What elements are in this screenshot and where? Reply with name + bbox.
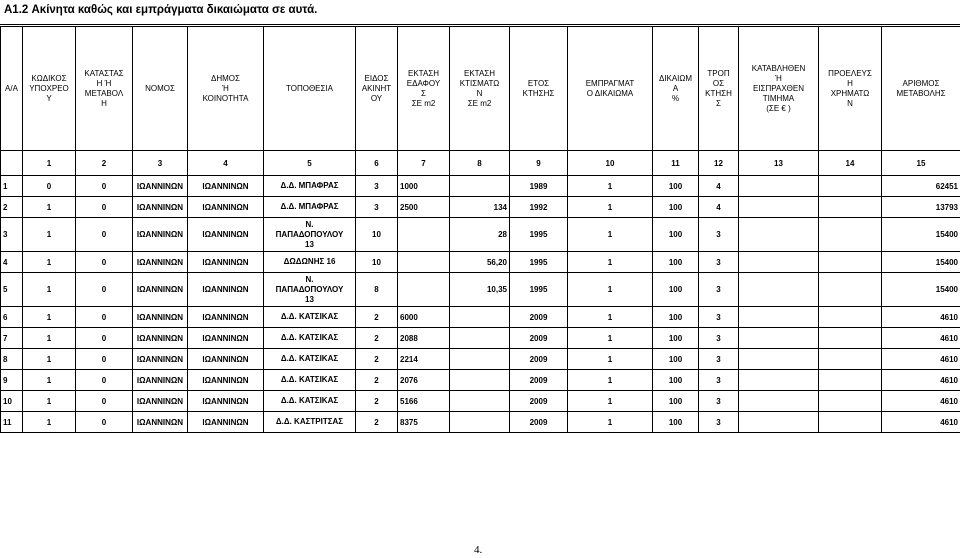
column-number: 2 (76, 151, 133, 176)
cell-dikaioma: 1 (568, 412, 653, 433)
nomos-header (133, 27, 188, 151)
table-row (1, 273, 960, 307)
header-line: ΔΙΚΑΙΩΜ (658, 73, 693, 83)
cell-pososto: 100 (653, 412, 699, 433)
cell-dimos: ΙΩΑΝΝΙΝΩΝ (188, 307, 264, 328)
cell-dikaioma: 1 (568, 273, 653, 307)
cell-etos: 2009 (510, 412, 568, 433)
location-line: Δ.Δ. ΚΑΤΣΙΚΑΣ (280, 312, 339, 321)
header-line: ΤΙΜΗΜΑ (762, 93, 795, 103)
cell-dikaioma: 1 (568, 218, 653, 252)
cell-eidos: 3 (356, 197, 398, 218)
header-line: ΥΠΟΧΡΕΟ (29, 83, 69, 93)
cell-kodikos: 1 (23, 252, 76, 273)
cell-tropos: 3 (699, 218, 739, 252)
header-line: ΕΙΣΠΡΑΧΘΕΝ (752, 83, 805, 93)
cell-topothesia (264, 307, 356, 328)
header-line: ΟΥ (370, 93, 383, 103)
cell-pososto: 100 (653, 197, 699, 218)
cell-proeleusi (819, 252, 882, 273)
cell-pososto: 100 (653, 370, 699, 391)
cell-katastasi: 0 (76, 176, 133, 197)
header-line: ΤΡΟΠ (707, 68, 730, 78)
table-row (1, 252, 960, 273)
cell-etos: 1995 (510, 218, 568, 252)
column-number: 9 (510, 151, 568, 176)
cell-dimos: ΙΩΑΝΝΙΝΩΝ (188, 328, 264, 349)
column-number: 11 (653, 151, 699, 176)
cell-ktismata: 56,20 (450, 252, 510, 273)
header-line: ΤΟΠΟΘΕΣΙΑ (285, 83, 334, 93)
cell-dikaioma: 1 (568, 197, 653, 218)
cell-katastasi: 0 (76, 218, 133, 252)
header-line: ΜΕΤΑΒΟΛΗΣ (896, 88, 946, 98)
cell-timima (739, 307, 819, 328)
cell-ktismata (450, 412, 510, 433)
cell-topothesia (264, 197, 356, 218)
header-line: ΟΣ (712, 78, 725, 88)
cell-etos: 1992 (510, 197, 568, 218)
header-line: Η Ή (96, 78, 112, 88)
column-number: 15 (882, 151, 960, 176)
cell-dikaioma: 1 (568, 307, 653, 328)
cell-dikaioma: 1 (568, 391, 653, 412)
cell-kodikos: 1 (23, 391, 76, 412)
header-line: Α/Α (5, 83, 18, 93)
cell-dimos: ΙΩΑΝΝΙΝΩΝ (188, 273, 264, 307)
cell-etos: 1989 (510, 176, 568, 197)
location-line: ΠΑΠΑΔΟΠΟΥΛΟΥ (275, 229, 344, 239)
location-line: Δ.Δ. ΜΠΑΦΡΑΣ (280, 181, 339, 190)
cell-aa: 8 (1, 349, 23, 370)
cell-proeleusi (819, 273, 882, 307)
cell-katastasi: 0 (76, 370, 133, 391)
header-line: Ν (847, 98, 853, 108)
cell-kodikos: 1 (23, 349, 76, 370)
header-line: Ν (476, 88, 483, 98)
header-line: Η (101, 98, 107, 108)
cell-edafos: 2500 (398, 197, 450, 218)
cell-tropos: 4 (699, 197, 739, 218)
cell-edafos (398, 252, 450, 273)
cell-nomos: ΙΩΑΝΝΙΝΩΝ (133, 176, 188, 197)
column-number: 4 (188, 151, 264, 176)
eidos-header (356, 27, 398, 151)
cell-dikaioma: 1 (568, 370, 653, 391)
table-row (1, 412, 960, 433)
header-line: ΕΚΤΑΣΗ (463, 68, 496, 78)
cell-proeleusi (819, 391, 882, 412)
timima-header (739, 27, 819, 151)
cell-aa: 9 (1, 370, 23, 391)
cell-edafos: 2088 (398, 328, 450, 349)
cell-edafos: 1000 (398, 176, 450, 197)
cell-topothesia (264, 176, 356, 197)
pososto-header (653, 27, 699, 151)
cell-dimos: ΙΩΑΝΝΙΝΩΝ (188, 391, 264, 412)
cell-kodikos: 1 (23, 328, 76, 349)
header-line: ΧΡΗΜΑΤΩ (830, 88, 870, 98)
cell-etos: 2009 (510, 307, 568, 328)
cell-timima (739, 218, 819, 252)
location-line: Δ.Δ. ΚΑΤΣΙΚΑΣ (280, 375, 339, 384)
column-number: 14 (819, 151, 882, 176)
cell-topothesia (264, 349, 356, 370)
column-number: 1 (23, 151, 76, 176)
cell-edafos (398, 218, 450, 252)
header-line: ΚΤΗΣΗΣ (522, 88, 555, 98)
cell-aa: 5 (1, 273, 23, 307)
cell-timima (739, 412, 819, 433)
cell-pososto: 100 (653, 328, 699, 349)
cell-kodikos: 1 (23, 412, 76, 433)
cell-tropos: 3 (699, 412, 739, 433)
edafos-header (398, 27, 450, 151)
cell-aa: 6 (1, 307, 23, 328)
cell-katastasi: 0 (76, 307, 133, 328)
location-line: Ν. (305, 274, 314, 284)
cell-kodikos: 1 (23, 370, 76, 391)
cell-nomos: ΙΩΑΝΝΙΝΩΝ (133, 412, 188, 433)
cell-eidos: 8 (356, 273, 398, 307)
cell-katastasi: 0 (76, 328, 133, 349)
cell-dikaioma: 1 (568, 252, 653, 273)
column-number: 8 (450, 151, 510, 176)
cell-dimos: ΙΩΑΝΝΙΝΩΝ (188, 349, 264, 370)
cell-aa: 11 (1, 412, 23, 433)
header-line: Σ (716, 98, 721, 108)
cell-aa: 7 (1, 328, 23, 349)
cell-dimos: ΙΩΑΝΝΙΝΩΝ (188, 252, 264, 273)
cell-ktismata (450, 370, 510, 391)
cell-arithmos: 15400 (882, 218, 960, 252)
cell-proeleusi (819, 176, 882, 197)
cell-proeleusi (819, 307, 882, 328)
cell-timima (739, 391, 819, 412)
cell-edafos: 2214 (398, 349, 450, 370)
cell-etos: 2009 (510, 349, 568, 370)
header-line: ΕΙΔΟΣ (364, 73, 389, 83)
cell-proeleusi (819, 218, 882, 252)
cell-timima (739, 197, 819, 218)
header-line: ΕΚΤΑΣΗ (407, 68, 440, 78)
location-line: Δ.Δ. ΚΑΤΣΙΚΑΣ (280, 333, 339, 342)
cell-tropos: 3 (699, 273, 739, 307)
cell-timima (739, 328, 819, 349)
cell-aa: 2 (1, 197, 23, 218)
cell-eidos: 2 (356, 370, 398, 391)
cell-arithmos: 15400 (882, 273, 960, 307)
cell-ktismata (450, 176, 510, 197)
location-line: Δ.Δ. ΚΑΤΣΙΚΑΣ (280, 396, 339, 405)
cell-topothesia (264, 273, 356, 307)
cell-dimos: ΙΩΑΝΝΙΝΩΝ (188, 218, 264, 252)
etos-header (510, 27, 568, 151)
cell-eidos: 2 (356, 349, 398, 370)
cell-eidos: 10 (356, 252, 398, 273)
header-line: ΑΡΙΘΜΟΣ (902, 78, 940, 88)
cell-pososto: 100 (653, 307, 699, 328)
section-title: A1.2 Ακίνητα καθώς και εμπράγματα δικαιώματα σε αυτά. (4, 4, 318, 16)
header-line: ΚΤΙΣΜΑΤΩ (459, 78, 500, 88)
cell-katastasi: 0 (76, 349, 133, 370)
cell-katastasi: 0 (76, 197, 133, 218)
cell-nomos: ΙΩΑΝΝΙΝΩΝ (133, 328, 188, 349)
cell-etos: 1995 (510, 273, 568, 307)
cell-proeleusi (819, 370, 882, 391)
cell-pososto: 100 (653, 391, 699, 412)
header-line: Ή (222, 83, 229, 93)
cell-ktismata (450, 391, 510, 412)
cell-ktismata: 134 (450, 197, 510, 218)
column-number-row (1, 151, 960, 176)
cell-etos: 1995 (510, 252, 568, 273)
location-line: ΠΑΠΑΔΟΠΟΥΛΟΥ (275, 284, 344, 294)
cell-arithmos: 4610 (882, 307, 960, 328)
cell-nomos: ΙΩΑΝΝΙΝΩΝ (133, 218, 188, 252)
cell-tropos: 3 (699, 391, 739, 412)
cell-tropos: 4 (699, 176, 739, 197)
cell-topothesia (264, 252, 356, 273)
tropos-header (699, 27, 739, 151)
cell-edafos: 2076 (398, 370, 450, 391)
header-line: Α (672, 83, 679, 93)
proeleusi-header (819, 27, 882, 151)
cell-pososto: 100 (653, 176, 699, 197)
cell-eidos: 10 (356, 218, 398, 252)
cell-nomos: ΙΩΑΝΝΙΝΩΝ (133, 252, 188, 273)
title-divider (0, 24, 960, 25)
cell-nomos: ΙΩΑΝΝΙΝΩΝ (133, 349, 188, 370)
header-line: Υ (46, 93, 52, 103)
table-row (1, 176, 960, 197)
cell-pososto: 100 (653, 218, 699, 252)
cell-nomos: ΙΩΑΝΝΙΝΩΝ (133, 370, 188, 391)
header-line: ΕΤΟΣ (527, 78, 550, 88)
table-row (1, 307, 960, 328)
cell-etos: 2009 (510, 328, 568, 349)
header-line: Η (847, 78, 853, 88)
cell-timima (739, 176, 819, 197)
cell-pososto: 100 (653, 252, 699, 273)
cell-topothesia (264, 370, 356, 391)
cell-dimos: ΙΩΑΝΝΙΝΩΝ (188, 197, 264, 218)
cell-kodikos: 1 (23, 218, 76, 252)
cell-dimos: ΙΩΑΝΝΙΝΩΝ (188, 370, 264, 391)
cell-arithmos: 13793 (882, 197, 960, 218)
cell-eidos: 2 (356, 412, 398, 433)
location-line: Δ.Δ. ΜΠΑΦΡΑΣ (280, 202, 339, 211)
cell-proeleusi (819, 349, 882, 370)
location-line: Δ.Δ. ΚΑΣΤΡΙΤΣΑΣ (275, 417, 344, 426)
column-number: 7 (398, 151, 450, 176)
cell-kodikos: 1 (23, 197, 76, 218)
cell-ktismata (450, 349, 510, 370)
cell-eidos: 2 (356, 328, 398, 349)
cell-tropos: 3 (699, 370, 739, 391)
column-number: 6 (356, 151, 398, 176)
cell-arithmos: 4610 (882, 412, 960, 433)
cell-tropos: 3 (699, 349, 739, 370)
column-number: 12 (699, 151, 739, 176)
cell-nomos: ΙΩΑΝΝΙΝΩΝ (133, 391, 188, 412)
column-number: 3 (133, 151, 188, 176)
page-number: 4. (474, 544, 483, 556)
cell-katastasi: 0 (76, 252, 133, 273)
header-line: ΚΩΔΙΚΟΣ (31, 73, 67, 83)
cell-arithmos: 4610 (882, 328, 960, 349)
cell-katastasi: 0 (76, 391, 133, 412)
cell-tropos: 3 (699, 328, 739, 349)
arithmos-header (882, 27, 960, 151)
cell-proeleusi (819, 328, 882, 349)
cell-nomos: ΙΩΑΝΝΙΝΩΝ (133, 197, 188, 218)
katastasi-header (76, 27, 133, 151)
ktismata-header (450, 27, 510, 151)
cell-eidos: 2 (356, 307, 398, 328)
header-line: ΠΡΟΕΛΕΥΣ (828, 68, 872, 78)
header-row (1, 27, 960, 151)
topothesia-header (264, 27, 356, 151)
cell-nomos: ΙΩΑΝΝΙΝΩΝ (133, 307, 188, 328)
cell-aa: 3 (1, 218, 23, 252)
cell-aa: 4 (1, 252, 23, 273)
cell-etos: 2009 (510, 370, 568, 391)
cell-timima (739, 252, 819, 273)
cell-ktismata (450, 307, 510, 328)
location-line: 13 (305, 239, 314, 249)
table-row (1, 197, 960, 218)
cell-arithmos: 4610 (882, 349, 960, 370)
table-row (1, 218, 960, 252)
cell-ktismata (450, 328, 510, 349)
table-row (1, 328, 960, 349)
cell-tropos: 3 (699, 252, 739, 273)
header-line: ΚΑΤΑΣΤΑΣ (84, 68, 124, 78)
cell-katastasi: 0 (76, 412, 133, 433)
cell-pososto: 100 (653, 273, 699, 307)
cell-ktismata: 28 (450, 218, 510, 252)
cell-dimos: ΙΩΑΝΝΙΝΩΝ (188, 176, 264, 197)
cell-kodikos: 1 (23, 273, 76, 307)
cell-arithmos: 15400 (882, 252, 960, 273)
cell-topothesia (264, 328, 356, 349)
cell-timima (739, 349, 819, 370)
cell-pososto: 100 (653, 349, 699, 370)
cell-etos: 2009 (510, 391, 568, 412)
header-line: ΜΕΤΑΒΟΛ (84, 88, 124, 98)
cell-aa: 1 (1, 176, 23, 197)
location-line: Δ.Δ. ΚΑΤΣΙΚΑΣ (280, 354, 339, 363)
cell-dimos: ΙΩΑΝΝΙΝΩΝ (188, 412, 264, 433)
header-line: ΕΜΠΡΑΓΜΑΤ (585, 78, 635, 88)
cell-eidos: 2 (356, 391, 398, 412)
header-line: Σ (421, 88, 426, 98)
location-line: ΔΩΔΩΝΗΣ 16 (283, 257, 336, 266)
cell-edafos: 5166 (398, 391, 450, 412)
header-line: ΣΕ m2 (411, 98, 436, 108)
dimos-header (188, 27, 264, 151)
column-number: 5 (264, 151, 356, 176)
aa-header (1, 27, 23, 151)
header-line: ΚΤΗΣΗ (705, 88, 732, 98)
cell-edafos: 8375 (398, 412, 450, 433)
cell-katastasi: 0 (76, 273, 133, 307)
cell-arithmos: 4610 (882, 370, 960, 391)
property-table (0, 26, 960, 433)
cell-kodikos: 1 (23, 307, 76, 328)
column-number: 10 (568, 151, 653, 176)
header-line: ΑΚΙΝΗΤ (361, 83, 392, 93)
header-line: Ή (775, 73, 782, 83)
cell-proeleusi (819, 412, 882, 433)
header-line: ΝΟΜΟΣ (145, 83, 175, 93)
cell-topothesia (264, 412, 356, 433)
cell-edafos (398, 273, 450, 307)
cell-tropos: 3 (699, 307, 739, 328)
column-number-blank (1, 151, 23, 176)
header-line: (ΣΕ € ) (766, 103, 791, 113)
kodikos-header (23, 27, 76, 151)
table-row (1, 370, 960, 391)
header-line: ΚΑΤΑΒΛΗΘΕΝ (751, 63, 806, 73)
dikaioma-header (568, 27, 653, 151)
cell-nomos: ΙΩΑΝΝΙΝΩΝ (133, 273, 188, 307)
cell-topothesia (264, 391, 356, 412)
table-row (1, 391, 960, 412)
cell-ktismata: 10,35 (450, 273, 510, 307)
header-line: ΚΟΙΝΟΤΗΤΑ (202, 93, 249, 103)
location-line: Ν. (305, 219, 314, 229)
cell-timima (739, 273, 819, 307)
header-line: ΕΔΑΦΟΥ (406, 78, 441, 88)
cell-aa: 10 (1, 391, 23, 412)
cell-dikaioma: 1 (568, 328, 653, 349)
cell-kodikos: 0 (23, 176, 76, 197)
cell-eidos: 3 (356, 176, 398, 197)
header-line: ΣΕ m2 (467, 98, 492, 108)
cell-edafos: 6000 (398, 307, 450, 328)
table-row (1, 349, 960, 370)
cell-topothesia (264, 218, 356, 252)
location-line: 13 (305, 294, 314, 304)
cell-dikaioma: 1 (568, 349, 653, 370)
cell-arithmos: 62451 (882, 176, 960, 197)
header-line: ΔΗΜΟΣ (211, 73, 240, 83)
cell-dikaioma: 1 (568, 176, 653, 197)
cell-proeleusi (819, 197, 882, 218)
header-line: % (671, 93, 680, 103)
cell-arithmos: 4610 (882, 391, 960, 412)
column-number: 13 (739, 151, 819, 176)
cell-timima (739, 370, 819, 391)
header-line: Ο ΔΙΚΑΙΩΜΑ (586, 88, 634, 98)
